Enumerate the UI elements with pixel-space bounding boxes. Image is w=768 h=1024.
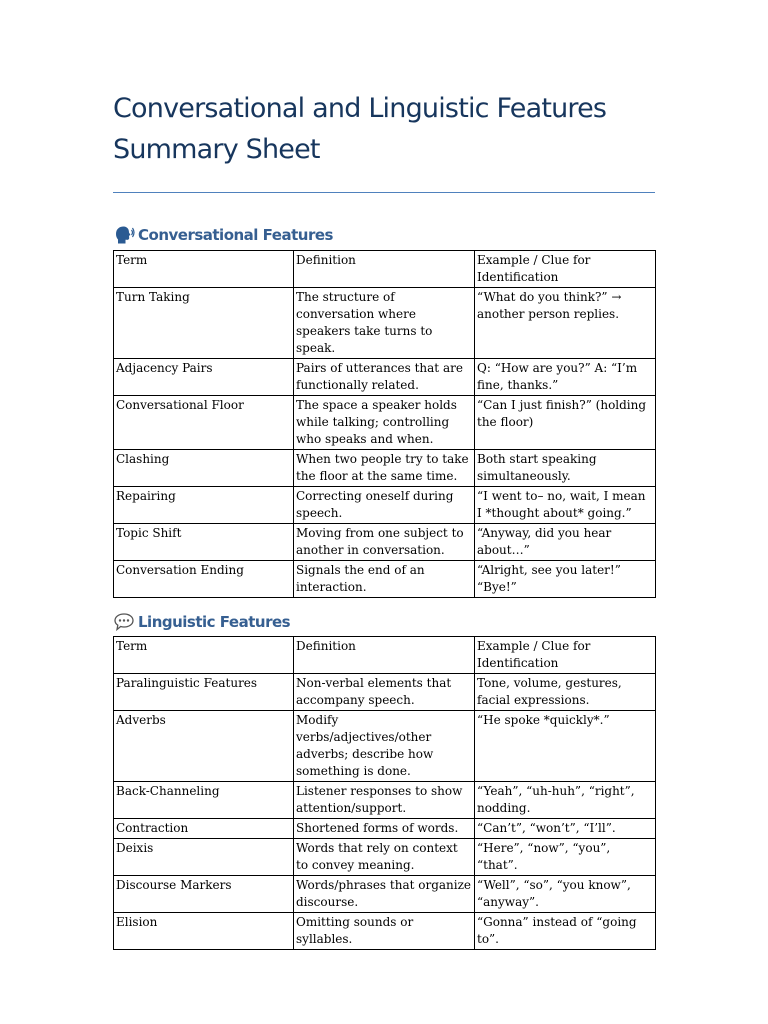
definition-cell: Shortened forms of words.	[294, 819, 475, 839]
example-cell: Both start speaking simultaneously.	[475, 450, 656, 487]
example-cell: “Here”, “now”, “you”, “that”.	[475, 839, 656, 876]
example-cell: “Anyway, did you hear about…”	[475, 524, 656, 561]
example-cell: “Alright, see you later!” “Bye!”	[475, 561, 656, 598]
definition-cell: Words/phrases that organize discourse.	[294, 876, 475, 913]
section-heading-linguistic	[113, 610, 290, 634]
table-row	[114, 450, 656, 487]
definition-cell: Words that rely on context to convey meaning.	[294, 839, 475, 876]
definition-cell: Modify verbs/adjectives/other adverbs; describe how something is done.	[294, 711, 475, 782]
title-divider	[113, 192, 655, 193]
header-cell: Example / Clue for Identification	[475, 637, 656, 674]
table-row	[114, 561, 656, 598]
definition-cell: Moving from one subject to another in conversation.	[294, 524, 475, 561]
table-row	[114, 819, 656, 839]
example-cell: “Gonna” instead of “going to”.	[475, 913, 656, 950]
term-cell: Conversational Floor	[114, 396, 294, 450]
example-cell: “He spoke *quickly*.”	[475, 711, 656, 782]
term-cell: Contraction	[114, 819, 294, 839]
section-heading-text: Linguistic Features	[138, 613, 291, 631]
header-cell: Term	[114, 251, 294, 288]
table-row	[114, 711, 656, 782]
header-cell: Definition	[294, 251, 475, 288]
definition-cell: Signals the end of an interaction.	[294, 561, 475, 598]
table-row	[114, 674, 656, 711]
definition-cell: The space a speaker holds while talking; controlling who speaks and when.	[294, 396, 475, 450]
example-cell: Tone, volume, gestures, facial expressions.	[475, 674, 656, 711]
example-cell: Q: “How are you?” A: “I’m fine, thanks.”	[475, 359, 656, 396]
term-cell: Conversation Ending	[114, 561, 294, 598]
page-title: Conversational and Linguistic Features Summary Sheet	[113, 93, 607, 165]
conversational-features-table	[113, 250, 656, 598]
table-header-row	[114, 637, 656, 674]
table-row	[114, 839, 656, 876]
example-cell: “Can I just finish?” (holding the floor)	[475, 396, 656, 450]
section-heading-conversational	[113, 223, 333, 247]
term-cell: Discourse Markers	[114, 876, 294, 913]
table-row	[114, 524, 656, 561]
example-cell: “Can’t”, “won’t”, “I’ll”.	[475, 819, 656, 839]
table-row	[114, 396, 656, 450]
table-header-row	[114, 251, 656, 288]
definition-cell: Correcting oneself during speech.	[294, 487, 475, 524]
example-cell: “Well”, “so”, “you know”, “anyway”.	[475, 876, 656, 913]
term-cell: Elision	[114, 913, 294, 950]
header-cell: Term	[114, 637, 294, 674]
example-cell: “I went to– no, wait, I mean I *thought about* going.”	[475, 487, 656, 524]
term-cell: Adjacency Pairs	[114, 359, 294, 396]
linguistic-features-table	[113, 636, 656, 950]
table-row	[114, 782, 656, 819]
term-cell: Topic Shift	[114, 524, 294, 561]
table-row	[114, 487, 656, 524]
term-cell: Clashing	[114, 450, 294, 487]
definition-cell: Listener responses to show attention/support.	[294, 782, 475, 819]
definition-cell: Omitting sounds or syllables.	[294, 913, 475, 950]
term-cell: Deixis	[114, 839, 294, 876]
table-row	[114, 876, 656, 913]
table-row	[114, 288, 656, 359]
speaking-head-icon	[113, 225, 135, 245]
header-cell: Definition	[294, 637, 475, 674]
definition-cell: Pairs of utterances that are functionally related.	[294, 359, 475, 396]
term-cell: Repairing	[114, 487, 294, 524]
term-cell: Back-Channeling	[114, 782, 294, 819]
definition-cell: Non-verbal elements that accompany speech.	[294, 674, 475, 711]
table-row	[114, 359, 656, 396]
example-cell: “Yeah”, “uh-huh”, “right”, nodding.	[475, 782, 656, 819]
table-row	[114, 913, 656, 950]
definition-cell: When two people try to take the floor at the same time.	[294, 450, 475, 487]
header-cell: Example / Clue for Identification	[475, 251, 656, 288]
example-cell: “What do you think?” → another person replies.	[475, 288, 656, 359]
speech-bubble-icon	[113, 612, 135, 632]
term-cell: Paralinguistic Features	[114, 674, 294, 711]
section-heading-text: Conversational Features	[138, 226, 333, 244]
term-cell: Adverbs	[114, 711, 294, 782]
term-cell: Turn Taking	[114, 288, 294, 359]
definition-cell: The structure of conversation where speakers take turns to speak.	[294, 288, 475, 359]
